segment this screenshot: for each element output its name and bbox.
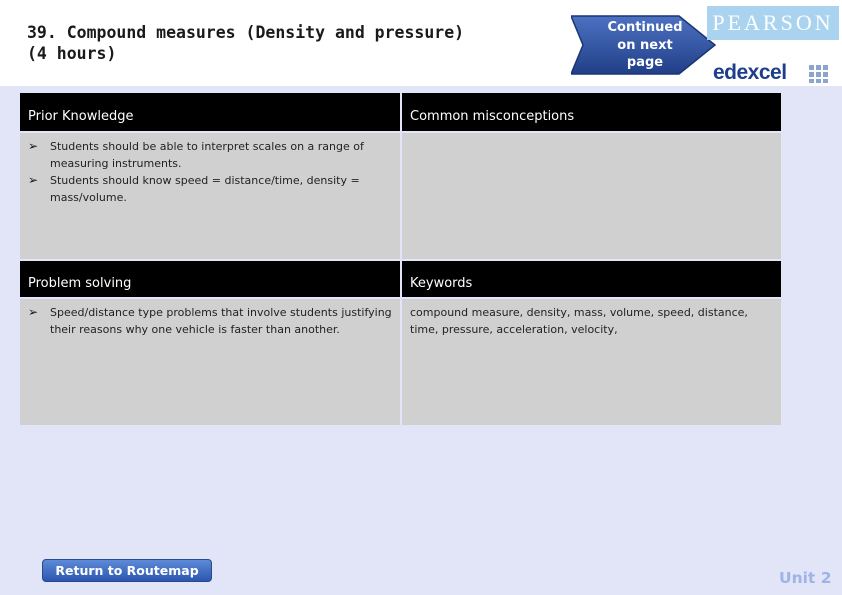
- continued-line2: on next: [617, 37, 673, 53]
- list-item: [28, 172, 392, 206]
- misconceptions-heading: Common misconceptions: [402, 93, 781, 131]
- keywords-cell: compound measure, density, mass, volume, speed, distance, time, pressure, acceleration, velocity,: [402, 299, 781, 425]
- scheme-of-work-table: [20, 93, 781, 425]
- page-header: [0, 0, 842, 86]
- keywords-heading: Keywords: [402, 261, 781, 297]
- unit-label: Unit 2: [779, 569, 832, 587]
- continued-next-page-button[interactable]: [571, 14, 717, 76]
- list-item-text: Speed/distance type problems that involve students justifying their reasons why one vehicle is faster than another.: [50, 306, 392, 336]
- continued-label: [589, 19, 701, 72]
- page-title-line1: 39. Compound measures (Density and pressure): [27, 23, 465, 42]
- page-title: [27, 22, 464, 64]
- problem-solving-list: [28, 304, 392, 338]
- problem-solving-cell: [20, 299, 400, 425]
- edexcel-logo: [707, 60, 839, 86]
- prior-knowledge-heading: Prior Knowledge: [20, 93, 400, 131]
- list-item: [28, 138, 392, 172]
- prior-knowledge-cell: [20, 133, 400, 259]
- edexcel-wordmark: edexcel: [713, 61, 787, 84]
- continued-line1: Continued: [607, 20, 683, 35]
- page-title-line2: (4 hours): [27, 44, 117, 63]
- continued-line3: page: [626, 55, 664, 70]
- arrowhead-bullet-icon: ➢: [28, 173, 39, 187]
- list-item-text: Students should know speed = distance/time, density = mass/volume.: [50, 174, 360, 204]
- pearson-logo: PEARSON: [707, 6, 839, 40]
- problem-solving-heading: Problem solving: [20, 261, 400, 297]
- arrowhead-bullet-icon: ➢: [28, 305, 39, 319]
- list-item: [28, 304, 392, 338]
- grid-squares-icon: [809, 65, 833, 83]
- prior-knowledge-list: [28, 138, 392, 206]
- return-to-routemap-button[interactable]: Return to Routemap: [42, 559, 212, 582]
- list-item-text: Students should be able to interpret scales on a range of measuring instruments.: [50, 140, 364, 170]
- misconceptions-cell: [402, 133, 781, 259]
- arrowhead-bullet-icon: ➢: [28, 139, 39, 153]
